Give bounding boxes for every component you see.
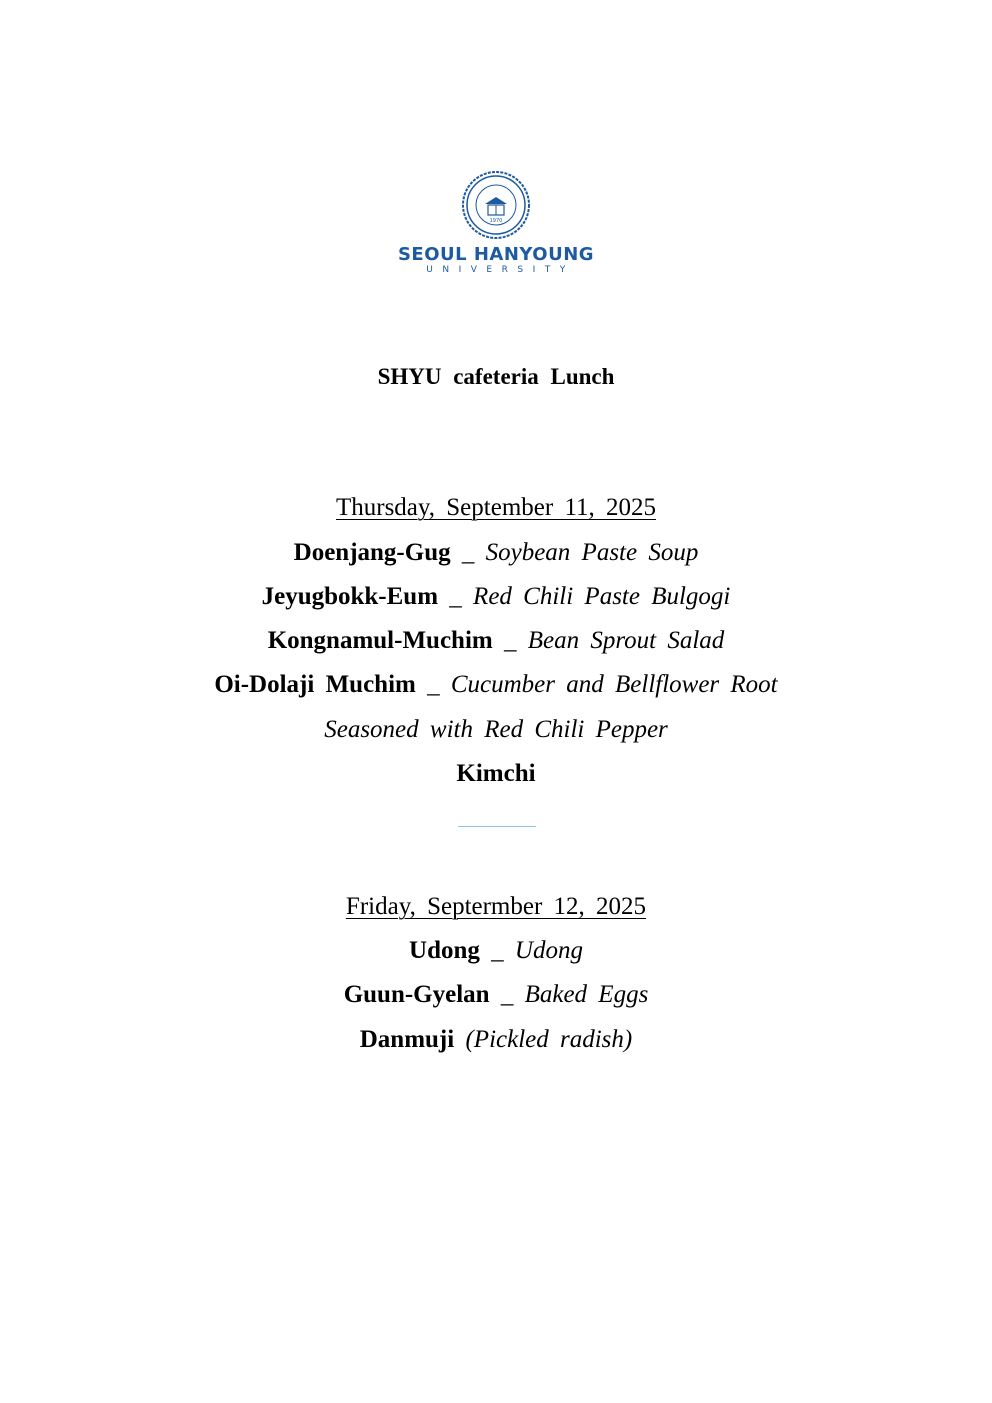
menu-item-description: Cucumber and Bellflower Root <box>450 671 778 698</box>
menu-item-description: Red Chili Paste Bulgogi <box>473 583 731 610</box>
svg-text:1970: 1970 <box>489 218 503 224</box>
menu-item-name: Oi-Dolaji Muchim <box>214 671 416 698</box>
university-seal-icon <box>461 170 531 240</box>
menu-item-description: (Pickled radish) <box>465 1026 633 1053</box>
friday-date: Friday, Septermber 12, 2025 <box>345 893 647 920</box>
menu-item-separator: _ <box>500 981 514 1008</box>
thursday-date-line <box>0 493 992 523</box>
friday-date-line <box>0 892 992 922</box>
menu-item-separator: _ <box>491 937 504 964</box>
menu-item-name: Jeyugbokk-Eum <box>261 583 439 610</box>
menu-item <box>0 626 992 656</box>
thursday-date: Thursday, September 11, 2025 <box>335 494 657 521</box>
menu-item <box>0 759 992 789</box>
university-logo <box>0 170 992 240</box>
menu-item <box>0 670 992 700</box>
menu-item-name: Danmuji <box>359 1026 455 1053</box>
section-divider <box>458 826 536 827</box>
menu-item-separator: _ <box>449 583 462 610</box>
menu-item-name: Guun-Gyelan <box>343 981 490 1008</box>
menu-item <box>0 936 992 966</box>
menu-item-continuation <box>0 715 992 745</box>
menu-item-separator: _ <box>461 539 475 566</box>
menu-item-description-continued: Seasoned with Red Chili Pepper <box>324 716 668 743</box>
menu-item-name: Doenjang-Gug <box>293 539 451 566</box>
menu-item-name: Kongnamul-Muchim <box>267 627 493 654</box>
menu-item-description: Baked Eggs <box>524 981 649 1008</box>
logo-subtitle: UNIVERSITY <box>426 265 575 275</box>
menu-item-description: Udong <box>514 937 583 964</box>
menu-item-description: Bean Sprout Salad <box>527 627 725 654</box>
menu-item-description: Soybean Paste Soup <box>485 539 699 566</box>
menu-item-name: Kimchi <box>456 760 536 787</box>
menu-item-name: Udong <box>409 937 480 964</box>
menu-item <box>0 1025 992 1055</box>
menu-item <box>0 538 992 568</box>
page-title: SHYU cafeteria Lunch <box>377 364 615 389</box>
menu-item-separator: _ <box>427 671 440 698</box>
menu-item-separator: _ <box>503 627 517 654</box>
logo-name: SEOUL HANYOUNG <box>397 244 595 265</box>
menu-item <box>0 582 992 612</box>
menu-item <box>0 980 992 1010</box>
